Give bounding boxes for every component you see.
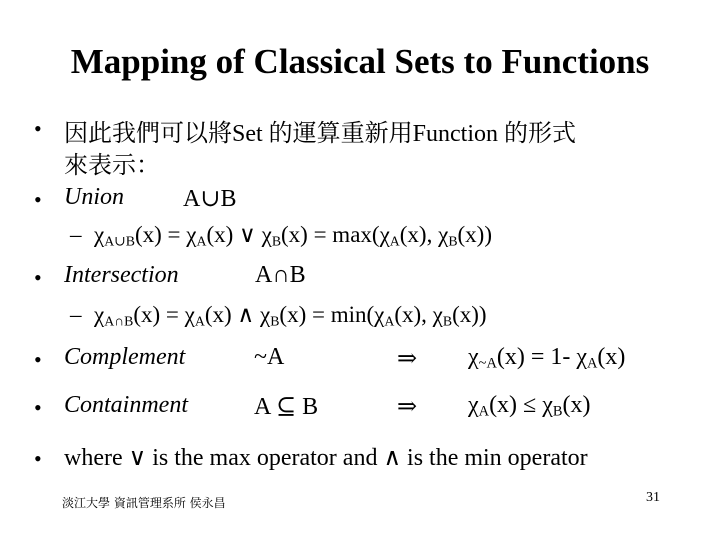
complement-notation: ~A <box>254 344 285 370</box>
bullet-marker: • <box>34 265 42 290</box>
page-number: 31 <box>646 490 660 505</box>
intersection-formula: $\chi_{A\cap B}(x) = \chi_A(x)$ ∧ $\chi_B(x) = \min(\chi_A(x)$, $\chi_B(x)$) <box>94 302 487 329</box>
bullet-marker: • <box>34 395 42 420</box>
bullet-marker: • <box>34 347 42 372</box>
bullet-marker: • <box>34 187 42 212</box>
sub-bullet-dash: – <box>70 302 82 327</box>
intro-line-1: 因此我們可以將Set 的運算重新用Function 的形式 <box>64 121 577 147</box>
intro-line-2: 來表示： <box>64 153 160 179</box>
implies-arrow: ⇒ <box>397 346 418 372</box>
containment-formula: $\chi_A(x) \le \chi_B(x)$ <box>468 392 591 420</box>
bullet-marker: • <box>34 446 42 471</box>
sub-bullet-dash: – <box>70 222 82 247</box>
containment-notation: A ⊆ B <box>254 394 319 420</box>
footer-author: 淡江大學 資訊管理系所 侯永昌 <box>62 496 226 510</box>
containment-label: Containment <box>64 392 188 418</box>
union-notation: A∪B <box>183 186 237 212</box>
union-formula: $\chi_{A\cup B}(x) = \chi_A(x)$ ∨ $\chi_B(x) = \max(\chi_A(x)$, $\chi_B(x)$) <box>94 222 492 249</box>
complement-label: Complement <box>64 344 186 370</box>
intersection-label: Intersection <box>64 262 179 288</box>
slide-title: Mapping of Classical Sets to Functions <box>70 42 650 81</box>
implies-arrow: ⇒ <box>397 394 418 420</box>
complement-formula: $\chi_{\sim A}(x) = 1-$ $\chi_A(x)$ <box>468 344 626 372</box>
bullet-marker: • <box>34 116 42 141</box>
where-note: where ∨ is the max operator and ∧ is the min operator <box>64 445 588 471</box>
union-label: Union <box>64 184 124 210</box>
intersection-notation: A∩B <box>255 262 306 288</box>
